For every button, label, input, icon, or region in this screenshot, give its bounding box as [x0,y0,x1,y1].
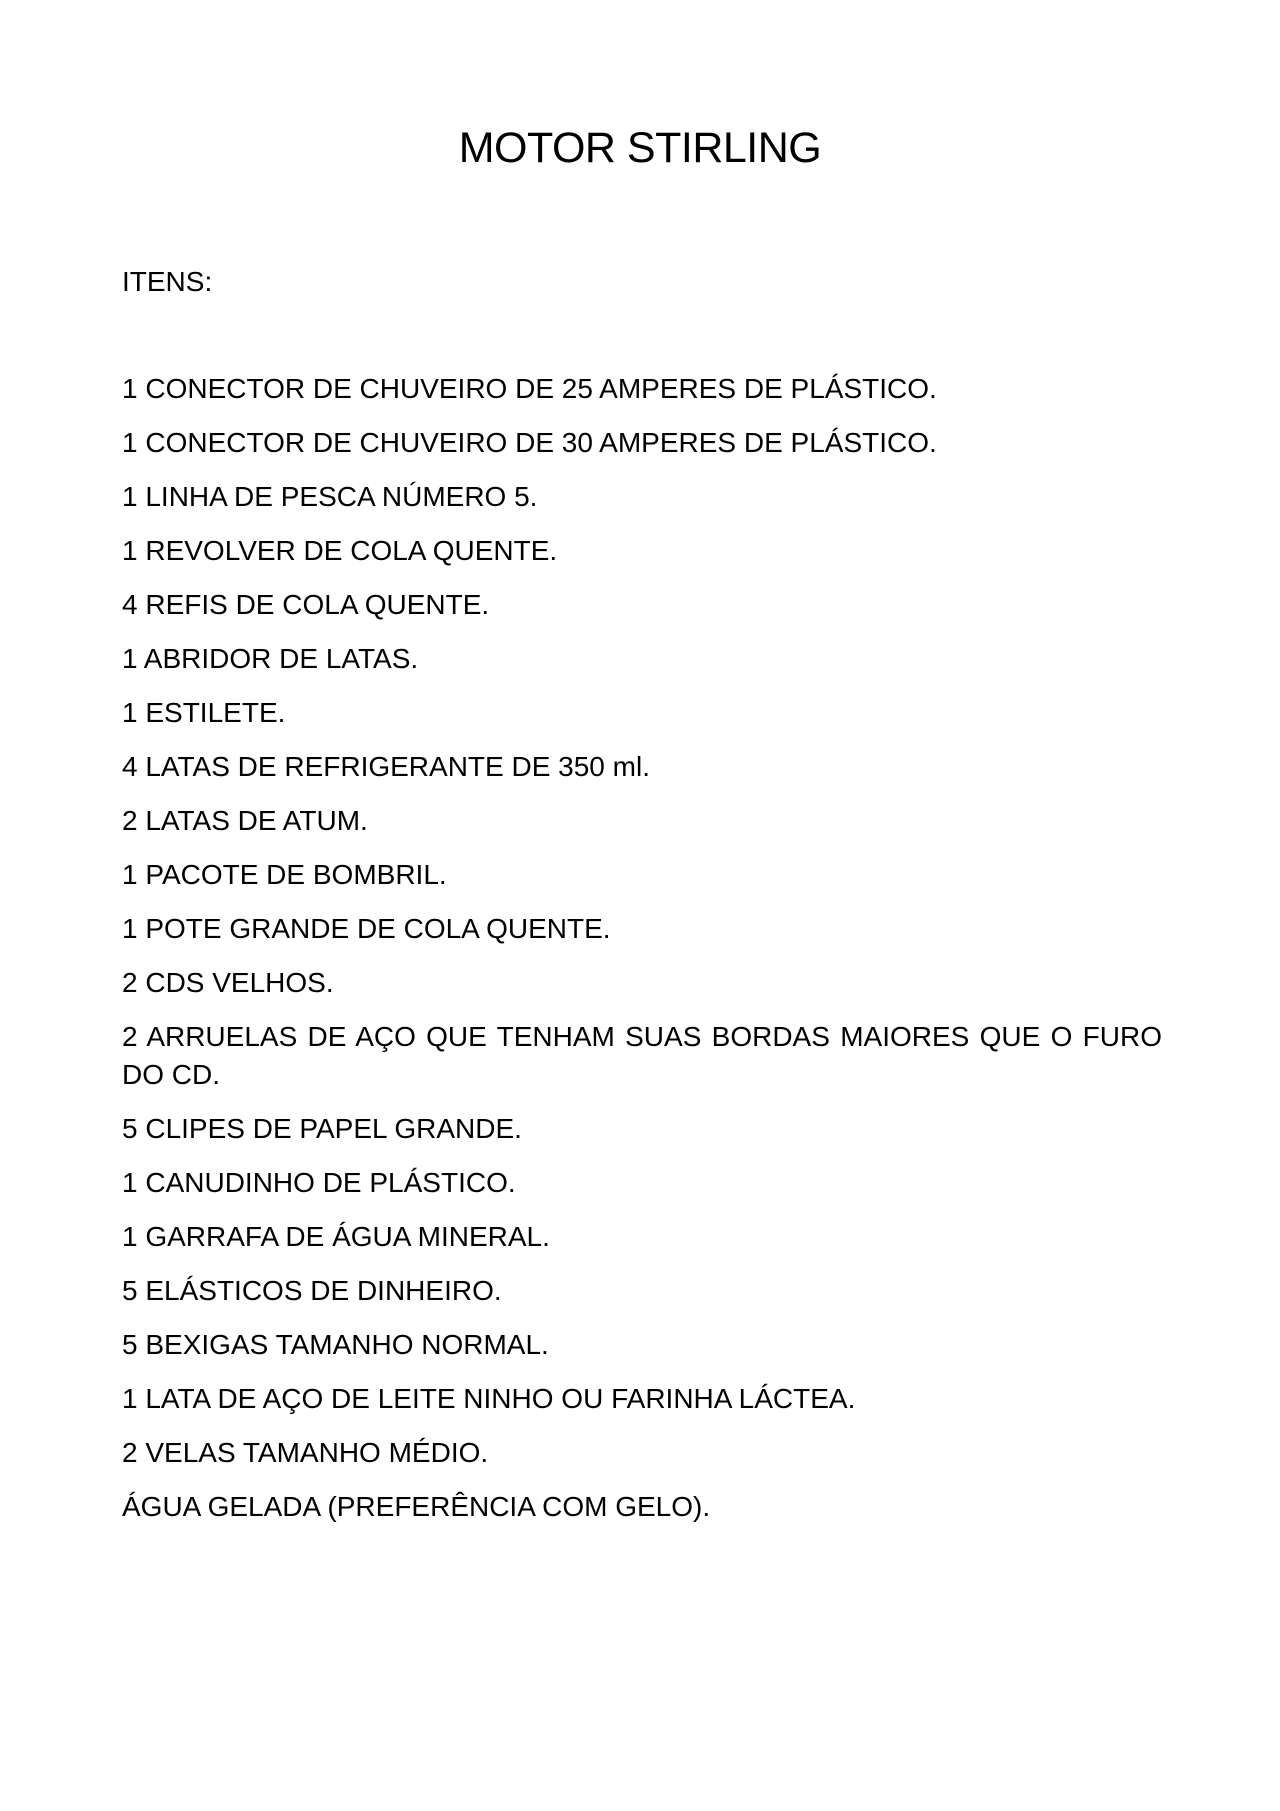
list-item: 5 CLIPES DE PAPEL GRANDE. [122,1113,522,1144]
section-label-items: ITENS: [122,266,213,297]
list-item: 5 BEXIGAS TAMANHO NORMAL. [122,1329,549,1360]
list-item: 1 ESTILETE. [122,697,286,728]
page-title: MOTOR STIRLING [458,124,822,172]
list-item: 1 GARRAFA DE ÁGUA MINERAL. [122,1221,550,1252]
list-item: 4 LATAS DE REFRIGERANTE DE 350 ml. [122,751,650,782]
list-item: 2 CDS VELHOS. [122,967,334,998]
list-item: 5 ELÁSTICOS DE DINHEIRO. [122,1275,502,1306]
list-item: 2 VELAS TAMANHO MÉDIO. [122,1437,489,1468]
list-item: 1 LATA DE AÇO DE LEITE NINHO OU FARINHA LÁCTEA. [122,1383,856,1414]
list-item: 4 REFIS DE COLA QUENTE. [122,589,490,620]
list-item: ÁGUA GELADA (PREFERÊNCIA COM GELO). [122,1491,711,1522]
items-list [122,370,1162,1542]
list-item: 1 ABRIDOR DE LATAS. [122,643,419,674]
list-item: 1 LINHA DE PESCA NÚMERO 5. [122,481,538,512]
list-item: 1 PACOTE DE BOMBRIL. [122,859,447,890]
list-item: 1 POTE GRANDE DE COLA QUENTE. [122,913,611,944]
list-item: 1 CONECTOR DE CHUVEIRO DE 30 AMPERES DE PLÁSTICO. [122,427,937,458]
list-item: 2 ARRUELAS DE AÇO QUE TENHAM SUAS BORDAS MAIORES QUE O FURO DO CD. [122,1021,1162,1090]
list-item: 2 LATAS DE ATUM. [122,805,368,836]
list-item: 1 CANUDINHO DE PLÁSTICO. [122,1167,516,1198]
list-item: 1 REVOLVER DE COLA QUENTE. [122,535,558,566]
list-item: 1 CONECTOR DE CHUVEIRO DE 25 AMPERES DE PLÁSTICO. [122,373,937,404]
